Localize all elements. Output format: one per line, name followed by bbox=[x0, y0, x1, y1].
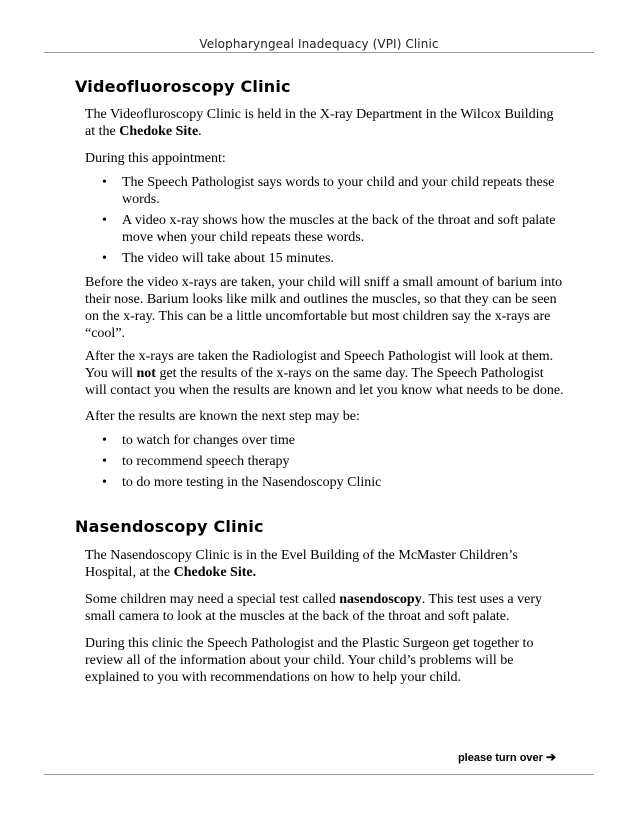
results-text-end: get the results of the x-rays on the same day. The Speech Pathologist will contact you when the results are known and let you know what needs to be done. bbox=[85, 366, 564, 398]
list-item: • The Speech Pathologist says words to your child and your child repeats these words. bbox=[85, 174, 565, 208]
barium-text: Before the video x-rays are taken, your child will sniff a small amount of barium into their nose. Barium looks like milk and outlines the muscles, so that they can be seen on the x-ray. This can be a little uncomfortable but most children say the x-rays are “cool”. bbox=[85, 275, 563, 341]
next-step-text: After the results are known the next step may be: bbox=[85, 409, 360, 424]
nasen-intro-text: The Nasendoscopy Clinic is in the Evel Building of the McMaster Children’s Hospital, at the bbox=[85, 548, 518, 580]
nasen-test-name: nasendoscopy bbox=[339, 592, 422, 607]
page-header-title: Velopharyngeal Inadequacy (VPI) Clinic bbox=[199, 37, 439, 51]
barium-paragraph bbox=[85, 274, 565, 342]
results-paragraph bbox=[85, 348, 565, 399]
header-divider bbox=[44, 52, 594, 53]
footer-divider bbox=[44, 774, 594, 775]
list-item: • to do more testing in the Nasendoscopy Clinic bbox=[85, 474, 565, 491]
nasen-intro-paragraph bbox=[85, 547, 565, 581]
results-emphasis: not bbox=[136, 366, 156, 381]
list-item: • to watch for changes over time bbox=[85, 432, 565, 449]
nasen-special-text: Some children may need a special test called bbox=[85, 592, 340, 607]
nasen-intro-site: Chedoke Site. bbox=[173, 565, 257, 580]
right-arrow-icon: ➔ bbox=[545, 750, 556, 764]
nasen-during-text: During this clinic the Speech Pathologist and the Plastic Surgeon get together to review all of the information about your child. Your child’s problems will be explained to you with recommendations on how to help your child. bbox=[85, 636, 534, 685]
next-step-list bbox=[85, 432, 565, 495]
nasen-special-end: . This test uses a very small camera to look at the muscles at the back of the throat and soft palate. bbox=[85, 592, 542, 624]
turn-over-note bbox=[458, 750, 556, 764]
video-intro-paragraph bbox=[85, 106, 565, 140]
nasen-special-paragraph bbox=[85, 591, 565, 625]
list-item: • The video will take about 15 minutes. bbox=[85, 250, 565, 267]
turn-over-text: please turn over bbox=[457, 752, 543, 764]
video-intro-site: Chedoke Site bbox=[119, 124, 199, 139]
list-item: • to recommend speech therapy bbox=[85, 453, 565, 470]
section-heading-videofluoroscopy: Videofluoroscopy Clinic bbox=[75, 77, 291, 96]
video-during-text: During this appointment: bbox=[85, 151, 226, 166]
video-during-paragraph bbox=[85, 150, 565, 167]
video-intro-end: . bbox=[198, 124, 202, 139]
list-item: • A video x-ray shows how the muscles at the back of the throat and soft palate move when your child repeats these words. bbox=[85, 212, 565, 246]
next-step-paragraph bbox=[85, 408, 565, 425]
video-intro-text: The Videofluroscopy Clinic is held in the X-ray Department in the Wilcox Building at the bbox=[85, 107, 554, 139]
section-heading-nasendoscopy: Nasendoscopy Clinic bbox=[75, 517, 264, 536]
results-text-start: After the x-rays are taken the Radiologist and Speech Pathologist will look at them. You will bbox=[85, 349, 554, 381]
video-appointment-list bbox=[85, 174, 565, 271]
nasen-during-paragraph bbox=[85, 635, 565, 686]
